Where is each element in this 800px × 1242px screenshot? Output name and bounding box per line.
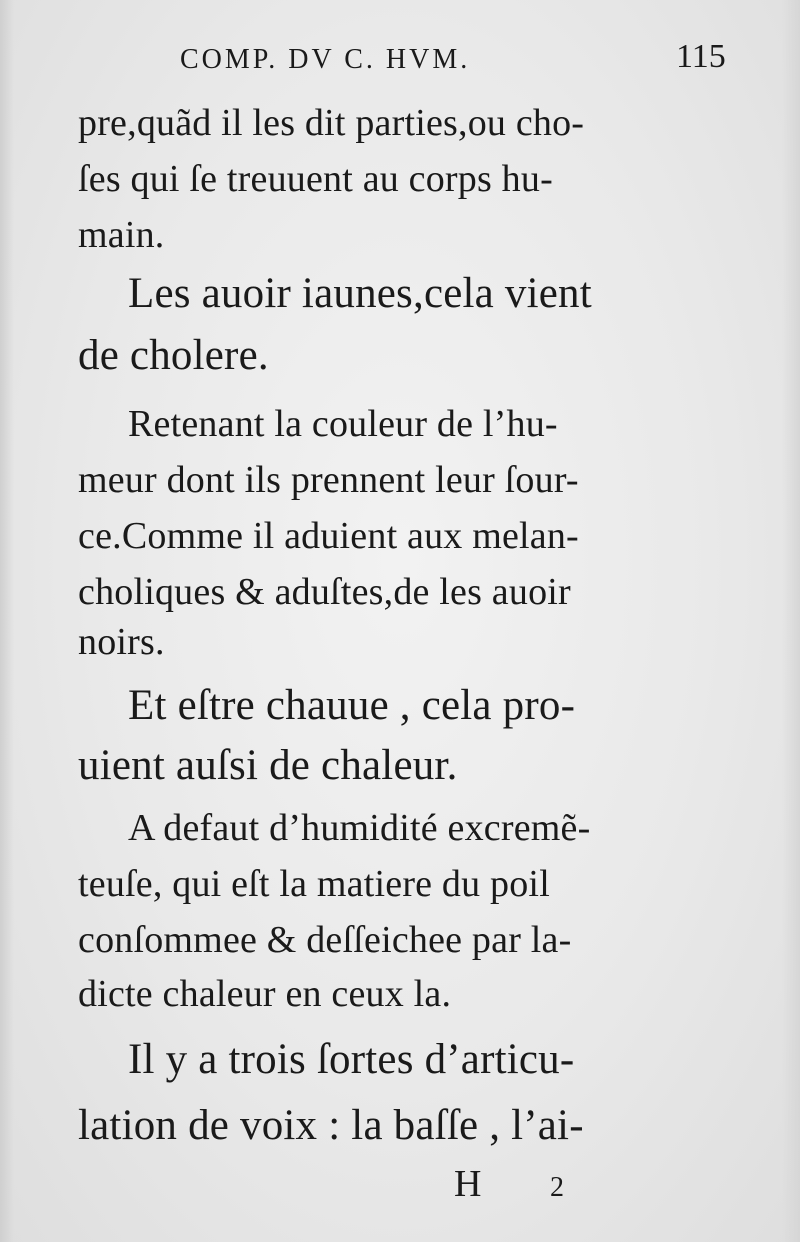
signature-number: 2 xyxy=(550,1172,564,1203)
text-line: choliques & aduſtes,de les auoir xyxy=(78,571,571,613)
lemma-line: lation de voix : la baſſe , l’ai- xyxy=(78,1102,584,1149)
lemma-line: de cholere. xyxy=(78,332,269,379)
text-line: Retenant la couleur de l’hu- xyxy=(128,403,558,445)
text-line: ce.Comme il aduient aux melan- xyxy=(78,515,579,557)
text-line: noirs. xyxy=(78,621,165,663)
text-line: A defaut d’humidité excremẽ- xyxy=(128,807,591,849)
lemma-line: uient auſsi de chaleur. xyxy=(78,742,458,789)
text-line: main. xyxy=(78,214,165,256)
text-line: meur dont ils prennent leur ſour- xyxy=(78,459,579,501)
running-title: COMP. DV C. HVM. xyxy=(180,44,471,75)
text-line: teuſe, qui eſt la matiere du poil xyxy=(78,863,550,905)
lemma-line: Il y a trois ſortes d’articu- xyxy=(128,1036,575,1083)
text-line: conſommee & deſſeichee par la- xyxy=(78,919,572,961)
text-line: dicte chaleur en ceux la. xyxy=(78,973,452,1015)
text-line: ſes qui ſe treuuent au corps hu- xyxy=(78,158,553,200)
signature-mark: H xyxy=(454,1163,482,1205)
text-line: pre,quãd il les dit parties,ou cho- xyxy=(78,102,585,144)
lemma-line: Les auoir iaunes,cela vient xyxy=(128,270,592,317)
page-number: 115 xyxy=(676,38,726,75)
lemma-line: Et eſtre chauue , cela pro- xyxy=(128,682,576,729)
